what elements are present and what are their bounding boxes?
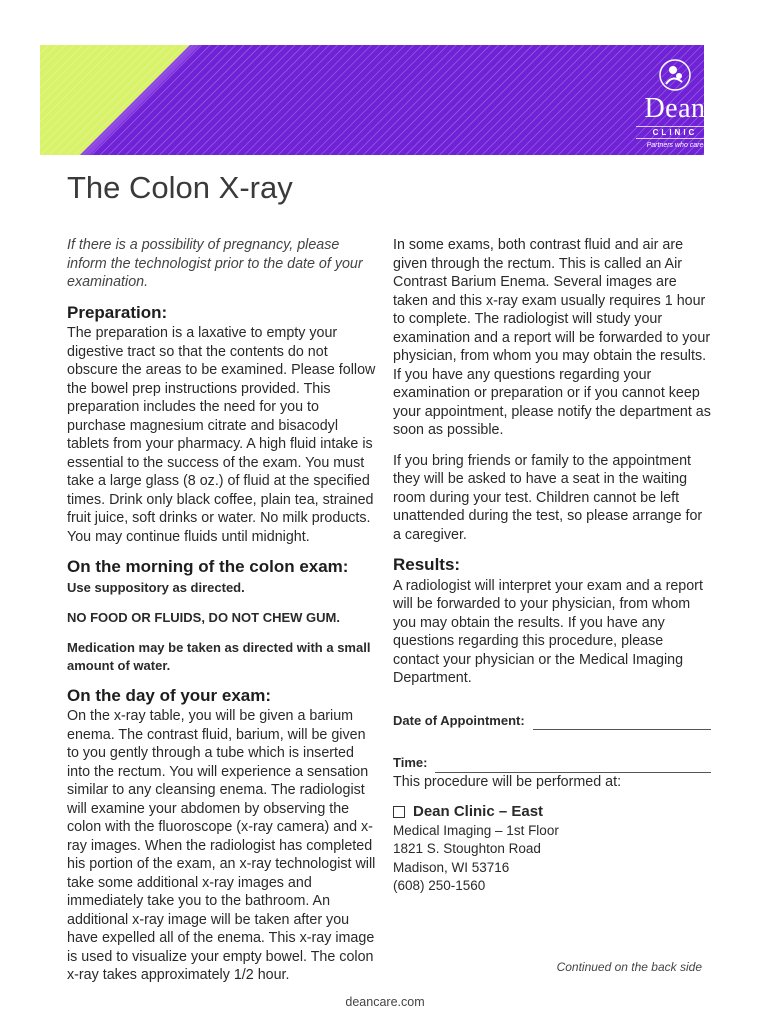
appointment-date-line[interactable] <box>533 715 711 730</box>
page-title: The Colon X-ray <box>67 170 293 205</box>
right-column <box>393 236 711 896</box>
results-heading: Results: <box>393 555 461 574</box>
logo-emblem-icon <box>658 58 692 92</box>
performed-at-text: This procedure will be performed at: <box>393 773 622 790</box>
banner-graphic <box>40 45 704 155</box>
logo-tagline: Partners who care <box>646 142 704 149</box>
clinic-phone: (608) 250-1560 <box>393 878 486 893</box>
clinic-option[interactable] <box>393 803 711 822</box>
results-text: A radiologist will interpret your exam and a report will be forwarded to your physician, from whom you may obtain the results. If you have any questions regarding this procedure, please contact your physician or the Medical Imaging Department. <box>393 577 703 686</box>
appointment-time-label: Time: <box>393 755 428 770</box>
exam-day-heading: On the day of your exam: <box>67 685 272 705</box>
appointment-date-label: Date of Appointment: <box>393 712 525 728</box>
morning-heading: On the morning of the colon exam: <box>67 557 349 576</box>
air-contrast-text: In some exams, both contrast fluid and air are given through the rectum. This is called an Air Contrast Barium Enema. Several images are taken and this x-ray exam usually requires 1 hour to complete. The radiologist will study your examination and a report will be forwarded to your physician, from whom you may obtain the results. If you have any questions regarding your examination or preparation or if you cannot keep your appointment, please notify the department as soon as possible. <box>393 237 711 438</box>
logo-brand-text: Dean <box>644 93 706 124</box>
morning-instruction-3: Medication may be taken as directed with a small amount of water. <box>67 639 371 673</box>
appointment-time-line[interactable] <box>435 758 711 773</box>
clinic-name: Dean Clinic – East <box>413 803 544 820</box>
morning-instruction-1: Use suppository as directed. <box>67 579 245 595</box>
preparation-heading: Preparation: <box>67 302 168 322</box>
morning-instruction-2: NO FOOD OR FLUIDS, DO NOT CHEW GUM. <box>67 609 340 625</box>
dean-clinic-logo <box>620 50 730 149</box>
appointment-time-field[interactable] <box>393 754 711 773</box>
pregnancy-notice: If there is a possibility of pregnancy, please inform the technologist prior to the date of your examination. <box>67 237 363 290</box>
visitors-text: If you bring friends or family to the appointment they will be asked to have a seat in the waiting room during your test. Children cannot be left unattended during the test, so please arrange for a caregiver. <box>393 452 703 543</box>
preparation-text: The preparation is a laxative to empty your digestive tract so that the contents do not obscure the areas to be examined. Please follow the bowel prep instructions provided. This preparation includes the need for you to purchase magnesium citrate and bisacodyl tablets from your pharmacy. A high fluid intake is essential to the success of the exam. You must take a large glass (8 oz.) of fluid at the specified times. Drink only black coffee, plain tea, strained fruit juice, soft drinks or water. No milk products. You may continue fluids until midnight. <box>67 325 376 545</box>
logo-sub-text: CLINIC <box>636 126 714 139</box>
address-line-3: Madison, WI 53716 <box>393 859 510 875</box>
clinic-address <box>393 822 711 896</box>
continued-note: Continued on the back side <box>556 960 702 974</box>
address-line-2: 1821 S. Stoughton Road <box>393 841 541 856</box>
footer-url: deancare.com <box>345 995 425 1009</box>
clinic-checkbox[interactable] <box>393 806 405 818</box>
header-banner <box>40 45 704 155</box>
appointment-date-field[interactable] <box>393 712 711 731</box>
address-line-1: Medical Imaging – 1st Floor <box>393 822 559 838</box>
exam-day-text: On the x-ray table, you will be given a barium enema. The contrast fluid, barium, will be given to you gently through a tube which is inserted into the rectum. You will experience a sensation similar to any cleansing enema. The radiologist will examine your abdomen by observing the colon with the fluoroscope (x-ray camera) and x-ray images. When the radiologist has completed his portion of the exam, an x-ray technologist will take some additional x-ray images and immediately take you to the bathroom. An additional x-ray image will be taken after you have expelled all of the enema. This x-ray image is used to visualize your empty bowel. The colon x-ray takes approximately 1/2 hour. <box>67 708 376 983</box>
left-column <box>67 236 379 997</box>
